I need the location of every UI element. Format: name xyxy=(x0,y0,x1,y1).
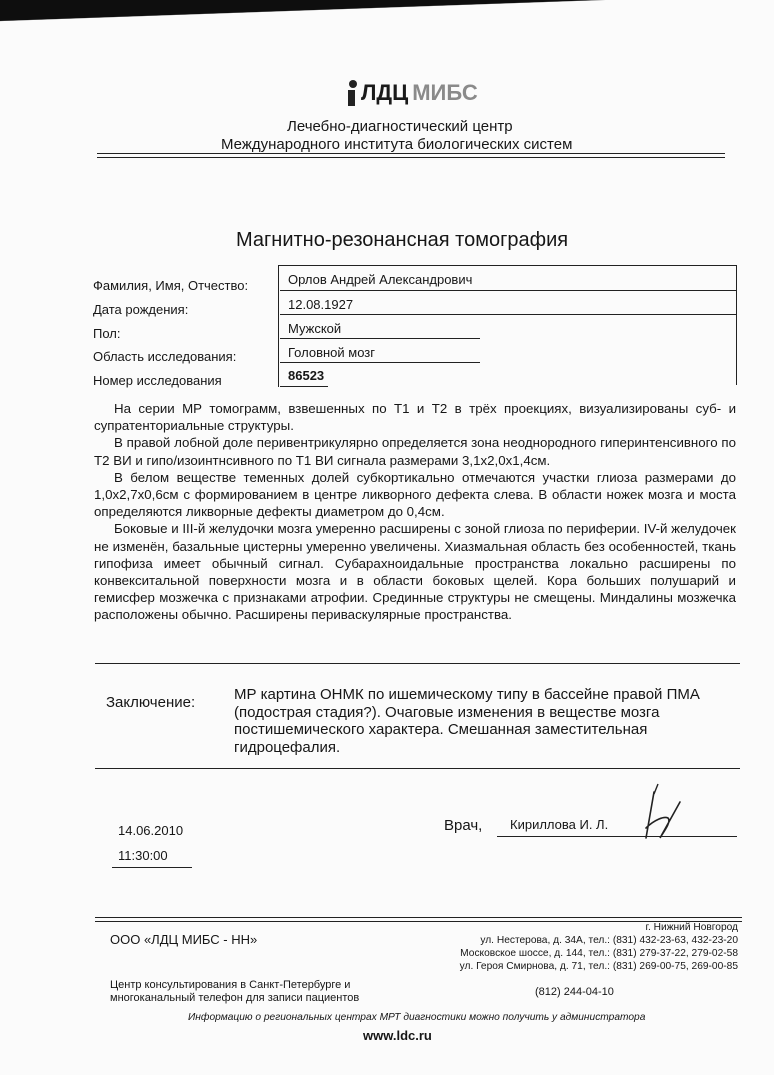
header-divider xyxy=(97,153,725,154)
findings-text xyxy=(94,400,736,624)
handwritten-signature xyxy=(620,780,700,850)
report-time: 11:30:00 xyxy=(118,848,168,863)
findings-paragraph: В правой лобной доле перивентрикулярно определяется зона неоднородного гиперинтенсивного по Т2 ВИ и гипо/изоинтнсивного по Т1 ВИ сигнала размерами 3,1х2,0х1,4см. xyxy=(94,435,736,468)
footer-divider xyxy=(95,917,742,918)
logo-mark-icon xyxy=(347,80,357,106)
footer-info: Информацию о региональных центрах МРТ диагностики можно получить у администратора xyxy=(188,1012,646,1023)
conclusion-divider xyxy=(95,768,740,769)
footer-website-link[interactable]: www.ldc.ru xyxy=(363,1028,432,1043)
footer-address: ул. Нестерова, д. 34А, тел.: (831) 432-23-63, 432-23-20 xyxy=(480,935,738,946)
date-underline xyxy=(112,867,192,868)
info-row-line xyxy=(280,362,480,363)
logo-ldc-text: ЛДЦ xyxy=(361,80,409,105)
info-row-line xyxy=(280,314,736,315)
scan-border xyxy=(0,0,774,42)
footer-org: ООО «ЛДЦ МИБС - НН» xyxy=(110,932,258,947)
ldc-mibs-logo xyxy=(347,80,478,106)
dob-label: Дата рождения: xyxy=(93,302,189,317)
dob-value: 12.08.1927 xyxy=(288,297,354,312)
area-label: Область исследования: xyxy=(93,349,237,364)
findings-paragraph: В белом веществе теменных долей субкортикально отмечаются участки глиоза размерами до 1,0х2,7х0,6см с формированием в центре ликворного дефекта слева. В области ножек мозга и моста определяются ликворные дефекты диаметром до 0,4см. xyxy=(94,469,736,520)
footer-address: ул. Героя Смирнова, д. 71, тел.: (831) 269-00-75, 269-00-85 xyxy=(459,961,738,972)
org-name-line1: Лечебно-диагностический центр xyxy=(287,118,513,135)
info-row-line xyxy=(280,338,480,339)
page-title: Магнитно-резонансная томография xyxy=(236,229,569,251)
area-value: Головной мозг xyxy=(288,345,375,360)
info-box-right xyxy=(736,265,737,385)
signature-line xyxy=(497,836,737,837)
org-name-line2: Международного института биологических систем xyxy=(221,136,573,153)
conclusion-label: Заключение: xyxy=(106,694,196,711)
footer-city: г. Нижний Новгород xyxy=(645,922,738,933)
footer-address: Московское шоссе, д. 144, тел.: (831) 279-37-22, 279-02-58 xyxy=(460,948,738,959)
info-box-top xyxy=(278,265,736,266)
logo-mibs-text: МИБС xyxy=(412,80,478,105)
name-value: Орлов Андрей Александрович xyxy=(288,272,473,287)
info-row-line xyxy=(280,290,736,291)
footer-consult-line1: Центр консультирования в Санкт-Петербурге и xyxy=(110,979,351,991)
footer-consult-phone: (812) 244-04-10 xyxy=(535,986,614,998)
footer-consult-line2: многоканальный телефон для записи пациентов xyxy=(110,992,360,1004)
doctor-name: Кириллова И. Л. xyxy=(510,817,609,832)
findings-paragraph: Боковые и III-й желудочки мозга умеренно расширены с зоной глиоза по периферии. IV-й желудочек не изменён, базальные цистерны умеренно увеличены. Хиазмальная область без особенностей, ткань гипофиза имеет обычный сигнал. Субарахноидальные пространства локально расширены по конвекситальной поверхности мозга и в области боковых щелей. Кора больших полушарий и гемисфер мозжечка с признаками атрофии. Срединные структуры не смещены. Миндалины мозжечка расположены обычно. Расширены периваскулярные пространства. xyxy=(94,521,736,623)
findings-divider xyxy=(95,663,740,664)
number-label: Номер исследования xyxy=(93,373,222,388)
report-date: 14.06.2010 xyxy=(118,823,184,838)
info-row-line xyxy=(280,386,328,387)
findings-paragraph: На серии МР томограмм, взвешенных по Т1 и Т2 в трёх проекциях, визуализированы суб- и супратенториальные структуры. xyxy=(94,401,736,434)
doctor-label: Врач, xyxy=(444,817,483,834)
header-divider-2 xyxy=(97,157,725,158)
info-box-left xyxy=(278,265,279,387)
number-value: 86523 xyxy=(288,368,325,383)
sex-label: Пол: xyxy=(93,326,121,341)
name-label: Фамилия, Имя, Отчество: xyxy=(93,278,249,293)
sex-value: Мужской xyxy=(288,321,342,336)
conclusion-text: МР картина ОНМК по ишемическому типу в бассейне правой ПМА (подострая стадия?). Очаговые изменения в веществе мозга постишемического характера. Смешанная заместительная гидроцефалия. xyxy=(234,686,700,756)
